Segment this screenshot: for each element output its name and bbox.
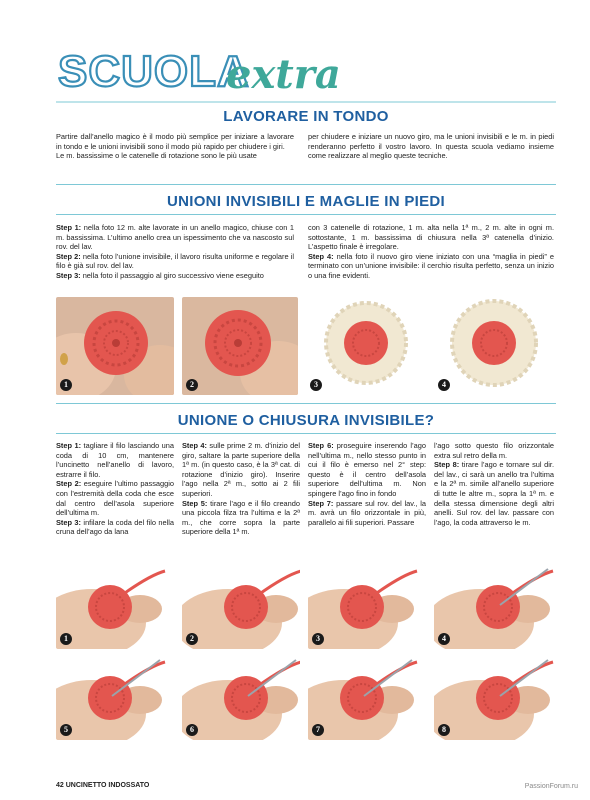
brand-word: SCUOLA [58, 47, 250, 96]
steps-col-4 [434, 441, 554, 527]
header-graphic [0, 0, 590, 110]
photo-number: 3 [310, 379, 322, 391]
section-title-lavorare: LAVORARE IN TONDO [223, 108, 389, 125]
steps-column-right [308, 223, 554, 281]
photo-number: 7 [312, 724, 324, 736]
photo-step-6 [182, 656, 300, 740]
intro-column-right [308, 132, 554, 161]
photo-number: 1 [60, 379, 72, 391]
step-paragraph: Step 3: nella foto il passaggio al giro successivo viene eseguito [56, 270, 264, 280]
step-paragraph: Step 2: nella foto l’unione invisibile, il lavoro risulta uniforme e regolare il filo è già sul rov. del lav. [56, 251, 295, 271]
photo-number: 3 [312, 633, 324, 645]
step-paragraph: Step 4: sulle prime 2 m. d’inizio del giro, saltare la parte superiore della 1ª m. (in questo caso, è la 3ª cat. di rotazione d’inizio giro). Inserire l’ago nella 2ª m., sotto ai 2 fili superiori. [182, 441, 301, 498]
photo-number: 2 [186, 379, 198, 391]
photo-step-3 [308, 565, 426, 649]
watermark: PassionForum.ru [524, 783, 578, 790]
step-paragraph: con 3 catenelle di rotazione, 1 m. alta nella 1ª m., 2 m. alte in ogni m. sottostante, 1 m. bassissima di chiusura nella 3ª catenella d’inizio. L’aspetto finale è irregolare. [308, 223, 554, 252]
photo-step-5 [56, 656, 174, 740]
step-paragraph: Step 6: proseguire inserendo l’ago nell’ultima m., nello stesso punto in cui il filo è emerso nel 2° step: questo è il centro dell’asola superiore dell’ultima m. Non spingere l’ago fino in fondo [308, 441, 426, 498]
steps-col-1 [56, 441, 174, 537]
intro-column-left [56, 132, 294, 161]
intro-text-3: per chiudere e iniziare un nuovo giro, ma le unioni invisibili e le m. in piedi renderanno perfetto il vostro lavoro. In questa scuola vediamo insieme come realizzare al meglio queste tecniche. [308, 132, 554, 161]
photo-step-2 [182, 297, 298, 395]
page-header [0, 0, 590, 110]
steps-column-left [56, 223, 294, 281]
photo-number: 6 [186, 724, 198, 736]
steps-col-2 [182, 441, 300, 537]
step-paragraph: l’ago sotto questo filo orizzontale extra sul retro della m. [434, 441, 554, 460]
photo-step-4 [434, 565, 554, 649]
photo-number: 5 [60, 724, 72, 736]
step-paragraph: Step 4: nella foto il nuovo giro viene iniziato con una “maglia in piedi” e terminato con un’unione invisibile: il cerchio risulta perfetto, senza un inizio o una fine evidenti. [308, 251, 554, 280]
page-footer [56, 782, 149, 789]
photo-number: 1 [60, 633, 72, 645]
page-number: 42 [56, 782, 64, 789]
photo-number: 4 [438, 633, 450, 645]
magazine-name: UNCINETTO INDOSSATO [65, 782, 150, 789]
photo-step-7 [308, 656, 426, 740]
photo-number: 4 [438, 379, 450, 391]
photo-step-1 [56, 565, 174, 649]
intro-text: Partire dall’anello magico è il modo più semplice per iniziare a lavorare in tondo e le unioni invisibili sono il modo più rapido per chiudere i giri. [56, 132, 294, 151]
photo-number: 8 [438, 724, 450, 736]
step-paragraph: Step 7: passare sul rov. del lav., la m. avrà un filo orizzontale in più, parallelo ai fili superiori. Passare [308, 498, 427, 527]
brand-script: extra [226, 51, 341, 98]
photo-step-8 [434, 656, 554, 740]
step-paragraph: Step 3: infilare la coda del filo nella cruna dell’ago da lana [56, 517, 175, 537]
divider [56, 184, 556, 185]
section-title-unione: UNIONE O CHIUSURA INVISIBILE? [177, 412, 435, 429]
section-title-unioni: UNIONI INVISIBILI E MAGLIE IN PIEDI [166, 193, 446, 210]
step-paragraph: Step 1: nella foto 12 m. alte lavorate in un anello magico, chiuse con 1 m. bassissima. L’ultimo anello crea un ispessimento che va nascosto sul rov. del lav. [56, 223, 294, 252]
photo-step-1 [56, 297, 174, 395]
divider [56, 433, 556, 434]
step-paragraph: Step 5: tirare l’ago e il filo creando una piccola filza tra l’ultima e la 2ª m., che corre sopra la parte superiore della 1ª m. [182, 498, 300, 537]
intro-text-2: Le m. bassissime o le catenelle di rotazione sono le più usate [56, 151, 257, 161]
photo-number: 2 [186, 633, 198, 645]
photo-step-3 [306, 297, 426, 395]
step-paragraph: Step 8: tirare l’ago e tornare sul dir. del lav., ci sarà un anello tra l’ultima e la 2ª m. simile all’anello superiore di tutte le altre m., sopra la 1ª m. e della stessa dimensione degli altri anelli. Sul rov. del lav. passare con l’ago, la coda attraverso le m. [434, 460, 555, 527]
steps-col-3 [308, 441, 426, 527]
step-paragraph: Step 2: eseguire l’ultimo passaggio con l’estremità della coda che esce dal centro dell’asola superiore dell’ultima m. [56, 479, 175, 518]
photo-step-4 [434, 297, 554, 395]
divider [56, 214, 556, 215]
step-paragraph: Step 1: tagliare il filo lasciando una coda di 10 cm, mantenere l’uncinetto nell’anello di lavoro, estrarre il filo. [56, 441, 175, 479]
divider [56, 403, 556, 404]
photo-step-2 [182, 565, 300, 649]
